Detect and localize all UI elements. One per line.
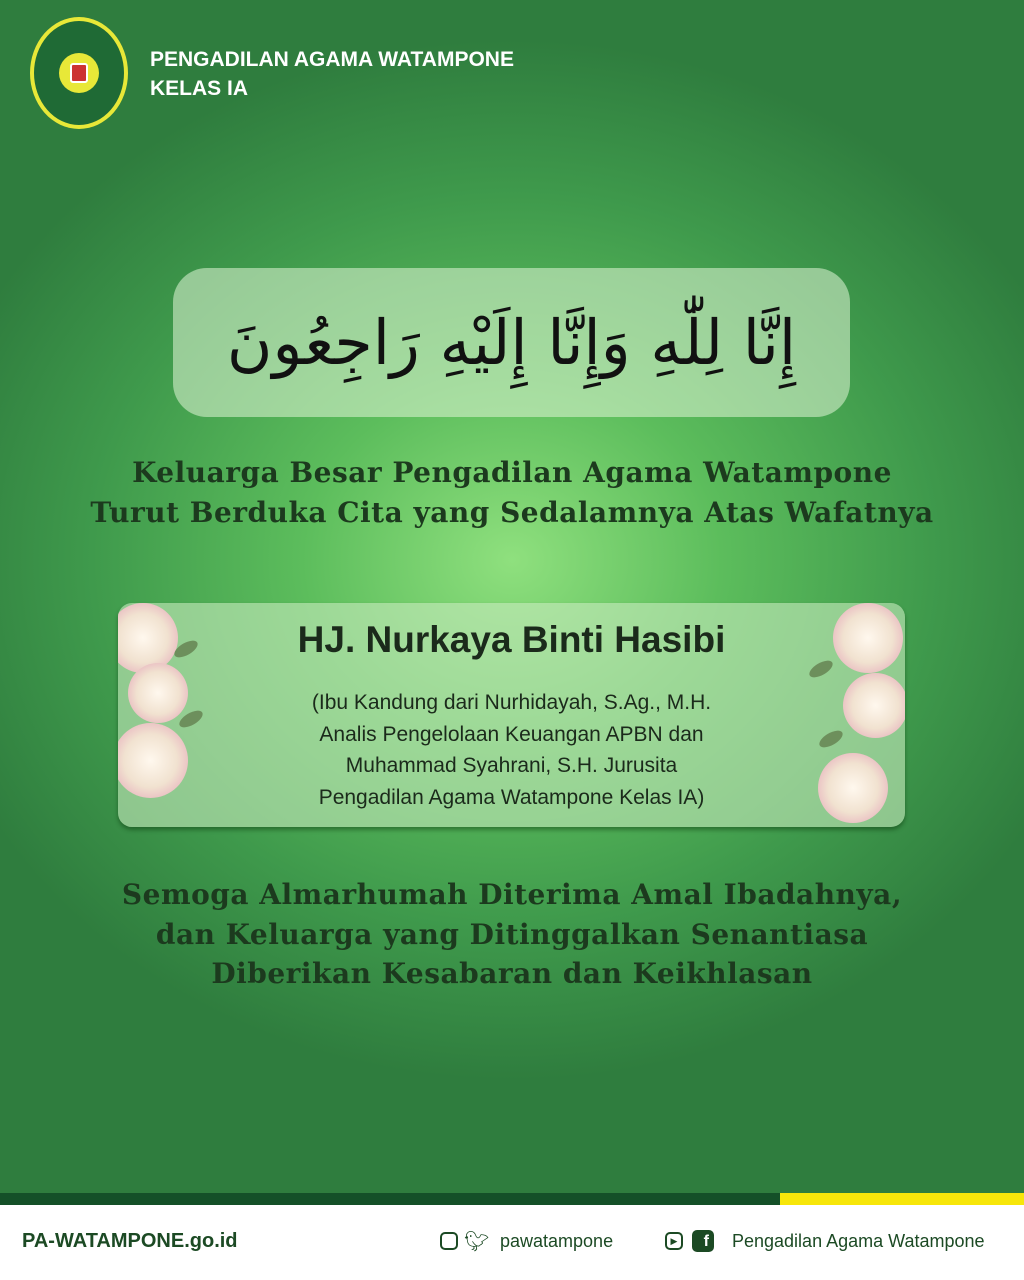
org-class: KELAS IA	[150, 77, 249, 100]
condolence-line: Keluarga Besar Pengadilan Agama Watampone	[132, 456, 892, 489]
facebook-icon[interactable]: f	[692, 1230, 714, 1252]
prayer-line: Semoga Almarhumah Diterima Amal Ibadahnya,	[121, 878, 903, 911]
shield-icon	[70, 63, 88, 83]
social-handle[interactable]: pawatampone	[500, 1231, 614, 1251]
org-name: PENGADILAN AGAMA WATAMPONE	[150, 48, 514, 71]
detail-line: (Ibu Kandung dari Nurhidayah, S.Ag., M.H.	[311, 691, 712, 714]
detail-line: Muhammad Syahrani, S.H. Jurusita	[345, 754, 678, 777]
instagram-icon[interactable]	[440, 1232, 458, 1250]
prayer-line: dan Keluarga yang Ditinggalkan Senantiasa	[155, 918, 869, 951]
prayer-line: Diberikan Kesabaran dan Keikhlasan	[211, 957, 813, 990]
court-logo	[30, 17, 128, 129]
deceased-name: HJ. Nurkaya Binti Hasibi	[297, 619, 726, 660]
arabic-calligraphy: إِنَّا لِلّٰهِ وَإِنَّا إِلَيْهِ رَاجِعُونَ	[173, 268, 850, 417]
condolence-line: Turut Berduka Cita yang Sedalamnya Atas Wafatnya	[90, 496, 934, 529]
twitter-icon[interactable]: 🐦︎	[464, 1231, 490, 1253]
website-link[interactable]: PA-WATAMPONE.go.id	[22, 1230, 238, 1252]
footer-band-yellow	[780, 1193, 1024, 1205]
youtube-icon[interactable]: ▶	[665, 1232, 683, 1250]
sun-emblem-icon	[59, 53, 99, 93]
detail-line: Pengadilan Agama Watampone Kelas IA)	[318, 786, 705, 809]
facebook-page-name[interactable]: Pengadilan Agama Watampone	[732, 1231, 985, 1251]
deceased-card	[118, 603, 905, 827]
footer-band-green	[0, 1193, 780, 1205]
detail-line: Analis Pengelolaan Keuangan APBN dan	[319, 723, 704, 746]
footer	[0, 1205, 1024, 1280]
